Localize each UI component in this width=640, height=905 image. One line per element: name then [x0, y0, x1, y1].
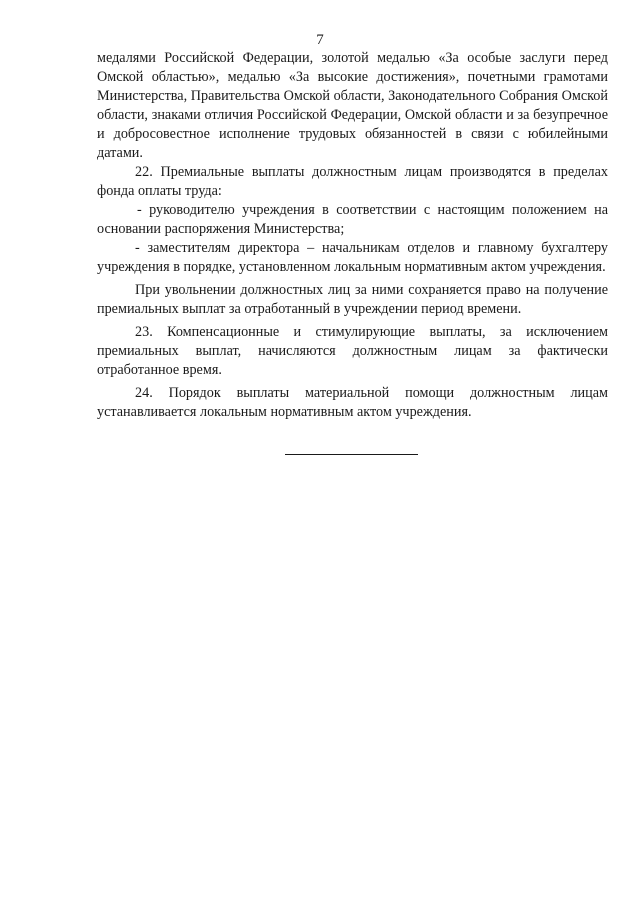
page-number: 7 [316, 32, 324, 48]
paragraph-24-material-aid: 24. Порядок выплаты материальной помощи должностным лицам устанавливается локальным нормативным актом учреждения. [97, 385, 608, 420]
list-item-deputies: - заместителям директора – начальникам отделов и главному бухгалтеру учреждения в порядке, установленном локальным нормативным актом учреждения. [97, 240, 608, 275]
paragraph-awards-continuation: медалями Российской Федерации, золотой медалью «За особые заслуги перед Омской областью», медалью «За высокие достижения», почетными грамотами Министерства, Правительства Омской области, Законодательного Собрания Омской области, знаками отличия Российской Федерации, Омской области и за безупречное и добросовестное исполнение трудовых обязанностей в связи с юбилейными датами. [97, 50, 608, 161]
paragraph-dismissal: При увольнении должностных лиц за ними сохраняется право на получение премиальных выплат за отработанный в учреждении период времени. [97, 282, 608, 317]
end-of-document-rule [285, 454, 418, 455]
paragraph-22-bonus-payments: 22. Премиальные выплаты должностным лицам производятся в пределах фонда оплаты труда: [97, 164, 608, 199]
paragraph-23-compensation: 23. Компенсационные и стимулирующие выплаты, за исключением премиальных выплат, начисляются должностным лицам за фактически отработанное время. [97, 324, 608, 378]
list-item-director: - руководителю учреждения в соответствии с настоящим положением на основании распоряжения Министерства; [97, 202, 608, 237]
document-body [97, 49, 608, 422]
